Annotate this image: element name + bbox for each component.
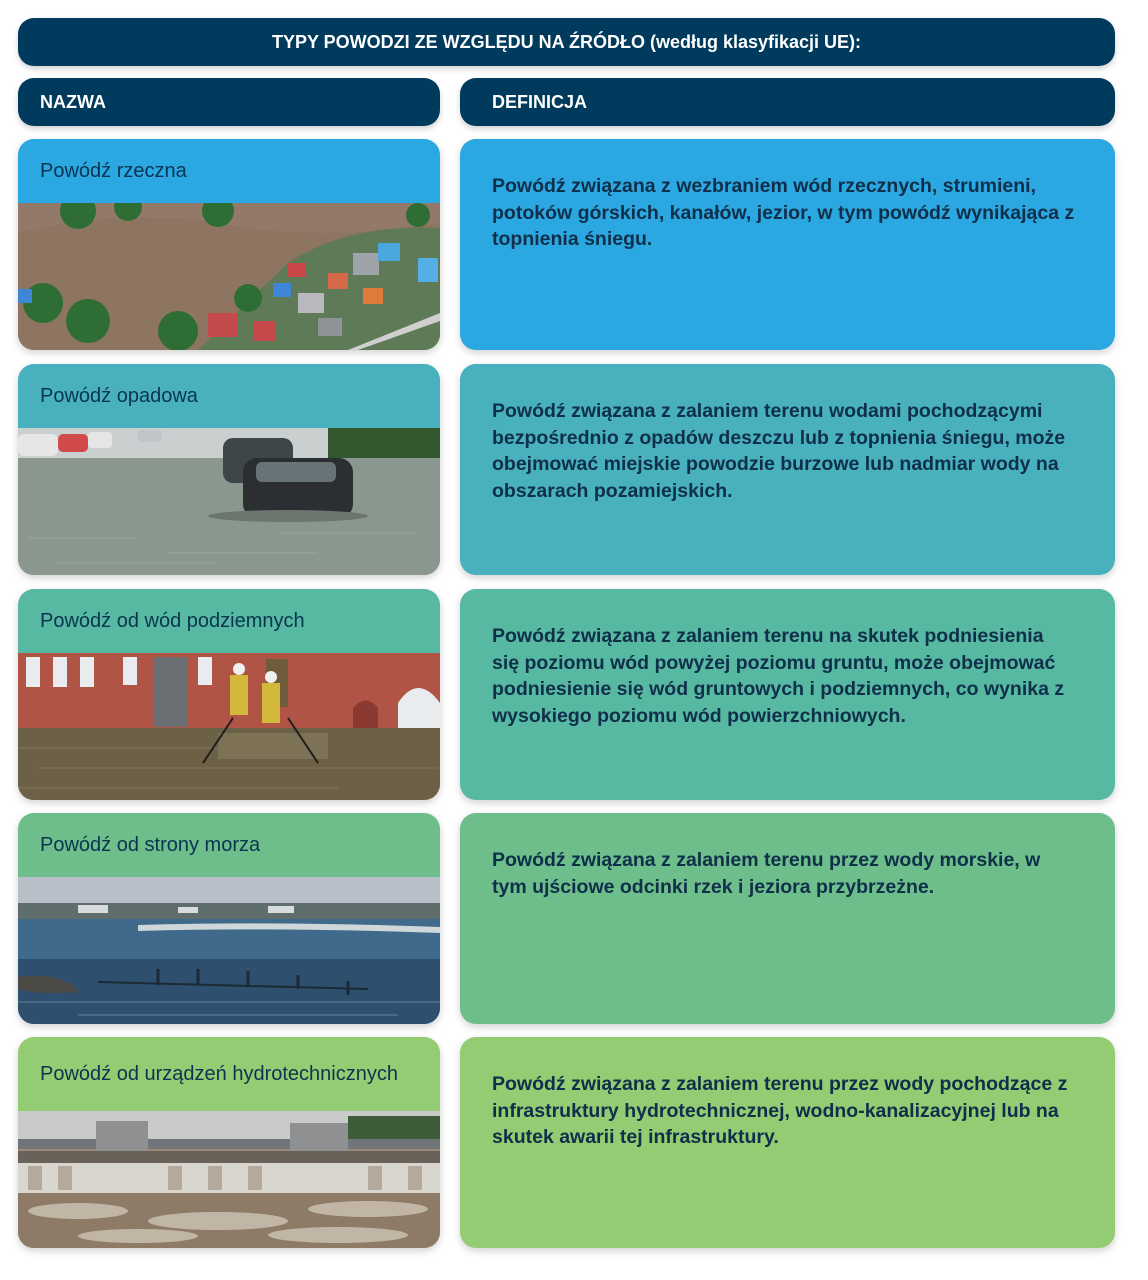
row-definition-card	[460, 139, 1115, 350]
flood-type-name: Powódź od urządzeń hydrotechnicznych	[40, 1062, 398, 1085]
flooded-street-cars-photo	[18, 428, 440, 575]
flood-type-definition: Powódź związana z zalaniem terenu wodami pochodzącymi bezpośrednio z opadów deszczu lub z topnienia śniegu, może obejmować miejskie powodzie burzowe lub nadmiar wody na obszarach pozamiejskich.	[492, 400, 1066, 502]
page-title: TYPY POWODZI ZE WZGLĘDU NA ŹRÓDŁO (według klasyfikacji UE):	[18, 18, 1115, 66]
column-header-name: NAZWA	[18, 78, 440, 126]
column-header-definition: DEFINICJA	[460, 78, 1115, 126]
row-name-card	[18, 1037, 440, 1248]
weir-dam-photo	[18, 1111, 440, 1248]
row-name-card	[18, 364, 440, 575]
flood-type-name: Powódź od strony morza	[40, 833, 261, 856]
flood-type-name: Powódź opadowa	[40, 384, 198, 407]
flood-type-definition: Powódź związana z zalaniem terenu przez wody pochodzące z infrastruktury hydrotechnicznej, wodno-kanalizacyjnej lub na skutek awarii tej infrastruktury.	[492, 1073, 1068, 1148]
flood-type-definition: Powódź związana z wezbraniem wód rzecznych, strumieni, potoków górskich, kanałów, jezior, w tym powódź wynikająca z topnienia śniegu.	[492, 175, 1075, 250]
flood-type-definition: Powódź związana z zalaniem terenu na skutek podniesienia się poziomu wód powyżej poziomu gruntu, może obejmować podniesienie się wód gruntowych i podziemnych, co wynika z wysokiego poziomu wód powierzchniowych.	[492, 625, 1065, 727]
row-name-card	[18, 589, 440, 800]
row-definition-card	[460, 364, 1115, 575]
flood-type-definition: Powódź związana z zalaniem terenu przez wody morskie, w tym ujściowe odcinki rzek i jeziora przybrzeżne.	[492, 849, 1041, 898]
flooded-brick-building-photo	[18, 653, 440, 800]
aerial-river-flood-photo	[18, 203, 440, 350]
row-definition-card	[460, 813, 1115, 1024]
flood-type-name: Powódź od wód podziemnych	[40, 609, 305, 632]
flood-type-name: Powódź rzeczna	[40, 159, 187, 182]
row-name-card	[18, 139, 440, 350]
row-name-card	[18, 813, 440, 1024]
row-definition-card	[460, 1037, 1115, 1248]
row-definition-card	[460, 589, 1115, 800]
sea-flood-coast-photo	[18, 877, 440, 1024]
